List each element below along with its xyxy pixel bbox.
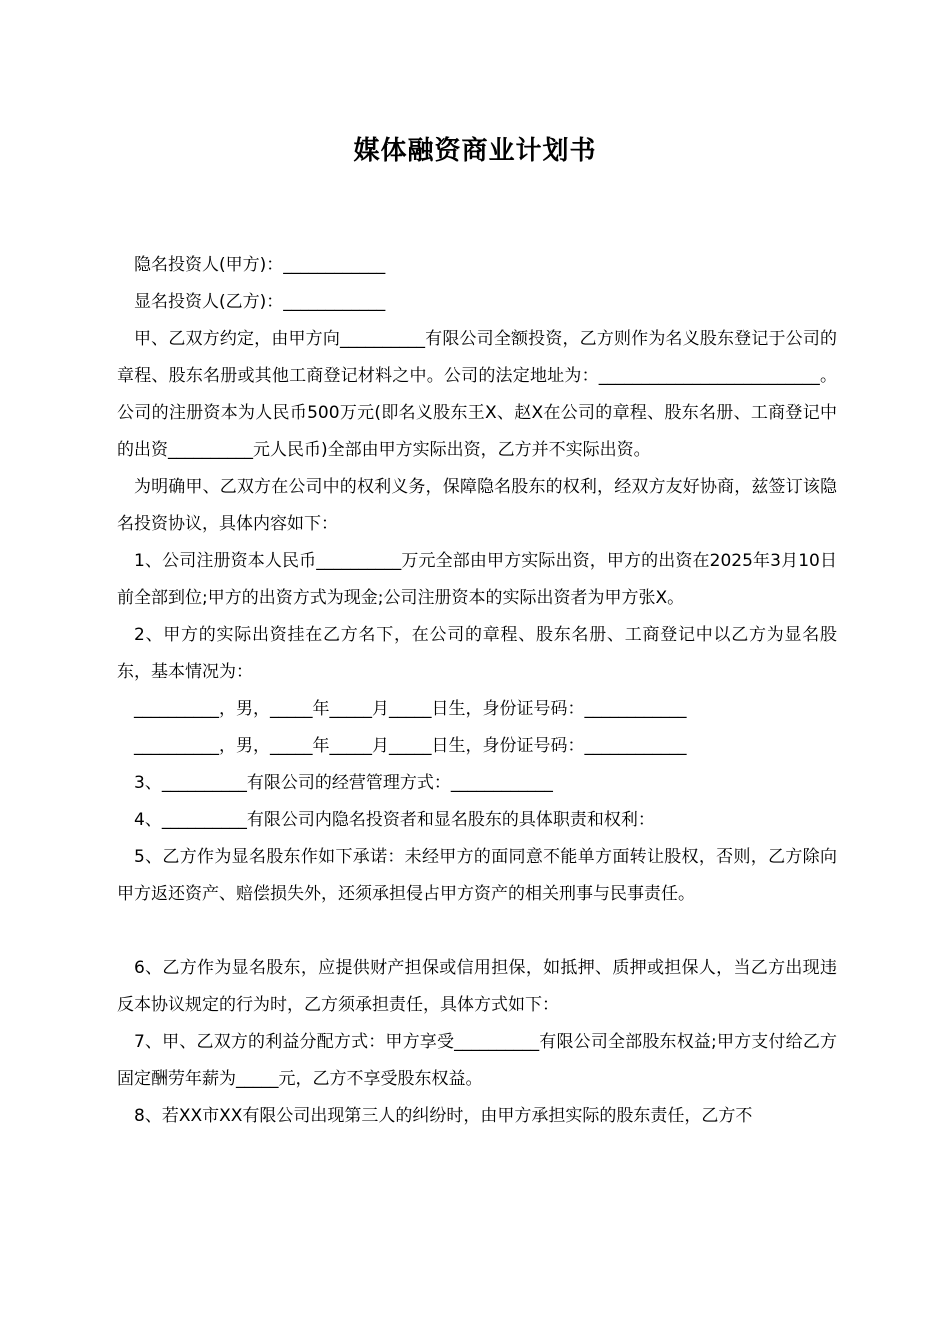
paragraph-agreement-intro: 甲、乙双方约定，由甲方向__________有限公司全额投资，乙方则作为名义股东登记于公司的章程、股东名册或其他工商登记材料之中。公司的法定地址为：__________________________。公司的注册资本为人民币500万元(即名义股东王X、赵X在公司的章程、股东名册、工商登记中的出资__________元人民币)全部由甲方实际出资，乙方并不实际出资。 <box>117 329 837 460</box>
document-title: 媒体融资商业计划书 <box>353 136 597 166</box>
paragraph-clause-1: 1、公司注册资本人民币__________万元全部由甲方实际出资，甲方的出资在2025年3月10日前全部到位;甲方的出资方式为现金;公司注册资本的实际出资者为甲方张X。 <box>117 551 837 608</box>
paragraph-clause-2: 2、甲方的实际出资挂在乙方名下，在公司的章程、股东名册、工商登记中以乙方为显名股东，基本情况为： <box>117 625 837 682</box>
document-body <box>117 247 837 1135</box>
paragraph-purpose: 为明确甲、乙双方在公司中的权利义务，保障隐名股东的权利，经双方友好协商，兹签订该隐名投资协议，具体内容如下： <box>117 477 837 534</box>
paragraph-shareholder-info-1: __________，男，_____年_____月_____日生，身份证号码：____________ <box>134 699 687 719</box>
paragraph-nominal-investor: 显名投资人(乙方)：____________ <box>134 292 386 312</box>
paragraph-shareholder-info-2: __________，男，_____年_____月_____日生，身份证号码：____________ <box>134 736 687 756</box>
paragraph-clause-5: 5、乙方作为显名股东作如下承诺：未经甲方的面同意不能单方面转让股权，否则，乙方除向甲方返还资产、赔偿损失外，还须承担侵占甲方资产的相关刑事与民事责任。 <box>117 847 837 904</box>
paragraph-clause-3: 3、__________有限公司的经营管理方式：____________ <box>134 773 553 793</box>
paragraph-clause-6: 6、乙方作为显名股东，应提供财产担保或信用担保，如抵押、质押或担保人，当乙方出现违反本协议规定的行为时，乙方须承担责任，具体方式如下： <box>117 958 837 1015</box>
paragraph-clause-8: 8、若XX市XX有限公司出现第三人的纠纷时，由甲方承担实际的股东责任，乙方不 <box>134 1106 753 1126</box>
paragraph-clause-4: 4、__________有限公司内隐名投资者和显名股东的具体职责和权利： <box>134 810 655 830</box>
paragraph-clause-7: 7、甲、乙双方的利益分配方式：甲方享受__________有限公司全部股东权益;甲方支付给乙方固定酬劳年薪为_____元，乙方不享受股东权益。 <box>117 1032 837 1089</box>
paragraph-hidden-investor: 隐名投资人(甲方)：____________ <box>134 255 386 275</box>
